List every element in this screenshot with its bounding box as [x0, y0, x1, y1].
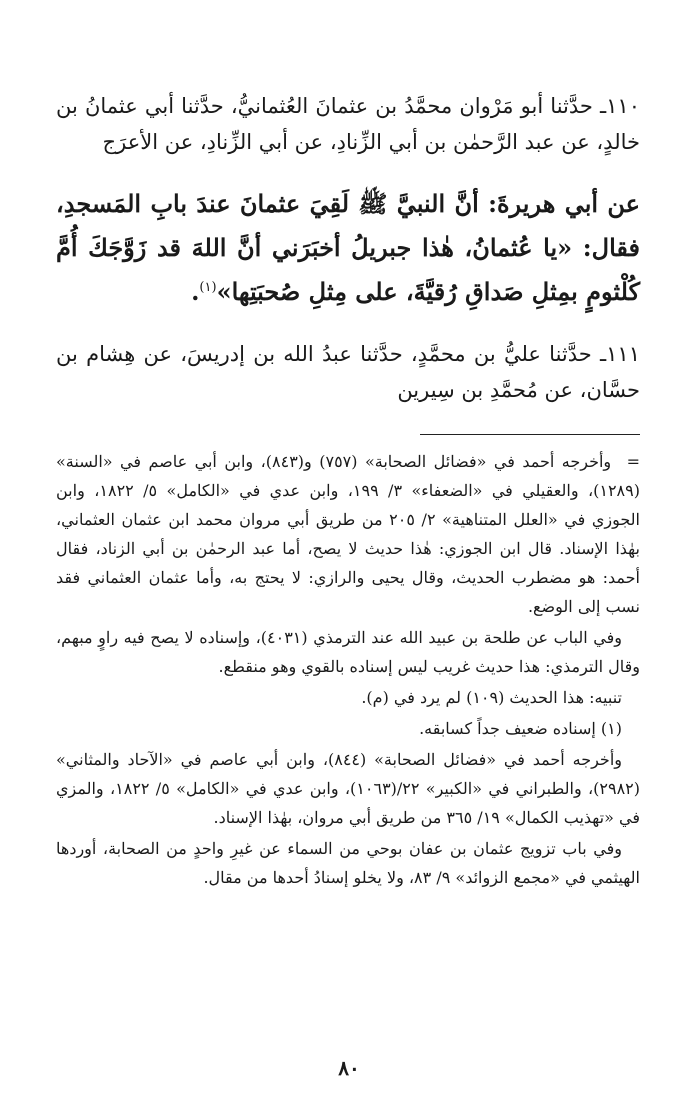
hadith-110-isnad	[56, 88, 640, 160]
footnote-tanbih: تنبيه: هذا الحديث (١٠٩) لم يرد في (م).	[361, 688, 622, 707]
footnote-continuation	[56, 447, 640, 621]
page-body	[56, 88, 640, 894]
footnote-separator	[420, 434, 640, 435]
footnote-continuation-text: وأخرجه أحمد في «فضائل الصحابة» (٧٥٧) و(٨٤٣)، وابن أبي عاصم في «السنة» (١٢٨٩)، والعقيلي في «الضعفاء» ٣/ ١٩٩، وابن عدي في «الكامل» ٥/ ١٨٢٢، وابن الجوزي في «العلل المتناهية» ٢/ ٢٠٥ من طريق أبي مروان محمد ابن عثمان العثماني، بهٰذا الإسناد. قال ابن الجوزي: هٰذا حديث لا يصح، أما عبد الرحمٰن بن أبي الزناد، فقال أحمد: هو مضطرب الحديث، وقال يحيى والرازي: لا يحتج به، وأما عثمان العثماني فقد نسب إلى الوضع.	[56, 452, 640, 616]
spacer	[56, 314, 640, 336]
hadith-110-matn	[56, 182, 640, 314]
footnote-bab: وفي الباب عن طلحة بن عبيد الله عند الترمذي (٤٠٣١)، وإسناده لا يصح فيه راوٍ مبهم، وقال الترمذي: هذا حديث غريب ليس إسناده بالقوي وهو منقطع.	[56, 628, 640, 676]
footnote-marker-1[interactable]: (١)	[199, 280, 217, 295]
hadith-111-isnad-text: ١١١ـ حدَّثنا عليُّ بن محمَّدٍ، حدَّثنا عبدُ الله بن إدريسَ، عن هِشام بن حسَّان، عن مُحمَّدِ بن سِيرين	[56, 342, 640, 402]
hadith-110-matn-text: عن أبي هريرةَ: أنَّ النبيَّ ﷺ لَقِيَ عثمانَ عندَ بابِ المَسجدِ، فقال: «يا عُثمانُ، هٰذا جبريلُ أخبَرَني أنَّ اللهَ قد زَوَّجَكَ أُمَّ كُلْثومٍ بمِثلِ صَداقِ رُقيَّةَ، على مِثلِ صُحبَتِها»	[56, 189, 640, 306]
page-number: ٨٠	[338, 1056, 360, 1080]
spacer	[56, 160, 640, 182]
footnote-1: (١) إسناده ضعيف جداً كسابقه.	[419, 719, 622, 738]
hadith-110-isnad-text: ١١٠ـ حدَّثنا أبو مَرْوان محمَّدُ بن عثمانَ العُثمانيُّ، حدَّثنا أبي عثمانُ بن خالدٍ، عن عبد الرَّحمٰن بن أبي الزِّنادِ، عن أبي الزِّنادِ، عن الأعرَج	[56, 94, 640, 154]
continuation-marker: =	[626, 452, 641, 471]
footnote-takhrij: وأخرجه أحمد في «فضائل الصحابة» (٨٤٤)، وابن أبي عاصم في «الآحاد والمثاني» (٢٩٨٢)، والطبراني في «الكبير» ٢٢/(١٠٦٣)، وابن عدي في «الكامل» ٥/ ١٨٢٢، والمزي في «تهذيب الكمال» ١٩/ ٣٦٥ من طريق أبي مروان، بهٰذا الإسناد.	[56, 750, 640, 827]
footnote-tazwij: وفي باب تزويج عثمان بن عفان بوحي من السماء عن غيرِ واحدٍ من الصحابة، أوردها الهيثمي في «مجمع الزوائد» ٩/ ٨٣، ولا يخلو إسنادُ أحدها من مقال.	[56, 839, 640, 887]
hadith-111-isnad	[56, 336, 640, 408]
hadith-110-end: .	[191, 277, 200, 306]
footnotes	[56, 447, 640, 892]
